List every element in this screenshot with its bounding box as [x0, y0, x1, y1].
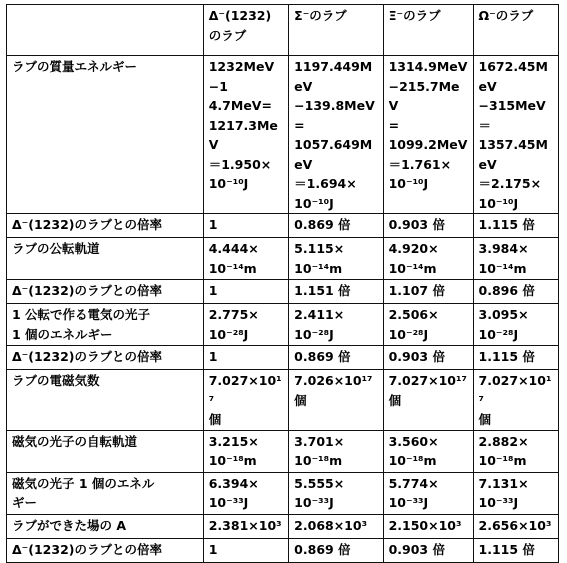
- row-label: 磁気の光子の自転軌道: [7, 430, 204, 472]
- table-cell: 1.151 倍: [289, 280, 383, 304]
- row-label: ラブの質量エネルギー: [7, 56, 204, 214]
- table-row: [7, 280, 559, 304]
- row-label: Δ⁻(1232)のラブとの倍率: [7, 280, 204, 304]
- header-cell-sigma-love: Σ⁻のラブ: [289, 5, 383, 56]
- table-cell: 1.115 倍: [473, 214, 558, 238]
- table-cell: 4.444× 10⁻¹⁴m: [203, 238, 288, 280]
- table-cell: 7.131× 10⁻³³J: [473, 472, 558, 514]
- table-cell: 0.896 倍: [473, 280, 558, 304]
- table-row: [7, 304, 559, 346]
- comparison-table: [6, 4, 559, 563]
- table-cell: 2.656×10³: [473, 514, 558, 538]
- table-row: [7, 56, 559, 214]
- table-cell: 2.381×10³: [203, 514, 288, 538]
- table-cell: 1: [203, 214, 288, 238]
- table-cell: 5.115× 10⁻¹⁴m: [289, 238, 383, 280]
- table-cell: 1.115 倍: [473, 346, 558, 370]
- table-cell: 1232MeV−1 4.7MeV= 1217.3MeV ＝1.950× 10⁻¹⁰J: [203, 56, 288, 214]
- table-cell: 1: [203, 538, 288, 562]
- table-cell: 4.920× 10⁻¹⁴m: [383, 238, 473, 280]
- table-cell: 0.869 倍: [289, 214, 383, 238]
- table-cell: 3.701× 10⁻¹⁸m: [289, 430, 383, 472]
- table-cell: 1.107 倍: [383, 280, 473, 304]
- table-cell: 2.506× 10⁻²⁸J: [383, 304, 473, 346]
- table-cell: 0.903 倍: [383, 346, 473, 370]
- table-row: [7, 472, 559, 514]
- table-cell: 7.027×10¹⁷ 個: [473, 370, 558, 431]
- table-cell: 3.984× 10⁻¹⁴m: [473, 238, 558, 280]
- table-cell: 2.068×10³: [289, 514, 383, 538]
- row-label: 磁気の光子 1 個のエネル ギー: [7, 472, 204, 514]
- table-row: [7, 214, 559, 238]
- table-cell: 7.027×10¹⁷ 個: [203, 370, 288, 431]
- row-label: Δ⁻(1232)のラブとの倍率: [7, 214, 204, 238]
- table-cell: 5.774× 10⁻³³J: [383, 472, 473, 514]
- table-row: [7, 538, 559, 562]
- row-label: 1 公転で作る電気の光子 1 個のエネルギー: [7, 304, 204, 346]
- row-label: ラブができた場の A: [7, 514, 204, 538]
- row-label: Δ⁻(1232)のラブとの倍率: [7, 538, 204, 562]
- table-cell: 2.411× 10⁻²⁸J: [289, 304, 383, 346]
- table-row: [7, 346, 559, 370]
- table-cell: 2.882× 10⁻¹⁸m: [473, 430, 558, 472]
- table-cell: 0.869 倍: [289, 538, 383, 562]
- table-row: [7, 370, 559, 431]
- table-cell: 3.095× 10⁻²⁸J: [473, 304, 558, 346]
- table-header-row: [7, 5, 559, 56]
- table-row: [7, 238, 559, 280]
- row-label: Δ⁻(1232)のラブとの倍率: [7, 346, 204, 370]
- table-cell: 1.115 倍: [473, 538, 558, 562]
- table-cell: 1314.9MeV −215.7MeV = 1099.2MeV ＝1.761× 10⁻¹⁰J: [383, 56, 473, 214]
- table-cell: 1197.449MeV −139.8MeV= 1057.649MeV ＝1.694× 10⁻¹⁰J: [289, 56, 383, 214]
- table-cell: 6.394× 10⁻³³J: [203, 472, 288, 514]
- table-cell: 1: [203, 280, 288, 304]
- table-cell: 5.555× 10⁻³³J: [289, 472, 383, 514]
- table-row: [7, 514, 559, 538]
- table-cell: 0.869 倍: [289, 346, 383, 370]
- table-row: [7, 430, 559, 472]
- row-label: ラブの公転軌道: [7, 238, 204, 280]
- table-cell: 2.150×10³: [383, 514, 473, 538]
- table-cell: 7.026×10¹⁷ 個: [289, 370, 383, 431]
- header-cell-omega-love: Ω⁻のラブ: [473, 5, 558, 56]
- table-cell: 7.027×10¹⁷ 個: [383, 370, 473, 431]
- table-cell: 0.903 倍: [383, 538, 473, 562]
- header-cell-delta-love: Δ⁻(1232) のラブ: [203, 5, 288, 56]
- table-cell: 1: [203, 346, 288, 370]
- table-cell: 3.560× 10⁻¹⁸m: [383, 430, 473, 472]
- row-label: ラブの電磁気数: [7, 370, 204, 431]
- table-cell: 3.215× 10⁻¹⁸m: [203, 430, 288, 472]
- table-cell: 1672.45MeV −315MeV＝ 1357.45MeV ＝2.175× 10⁻¹⁰J: [473, 56, 558, 214]
- table-cell: 2.775× 10⁻²⁸J: [203, 304, 288, 346]
- table-cell: 0.903 倍: [383, 214, 473, 238]
- header-cell-empty: [7, 5, 204, 56]
- header-cell-xi-love: Ξ⁻のラブ: [383, 5, 473, 56]
